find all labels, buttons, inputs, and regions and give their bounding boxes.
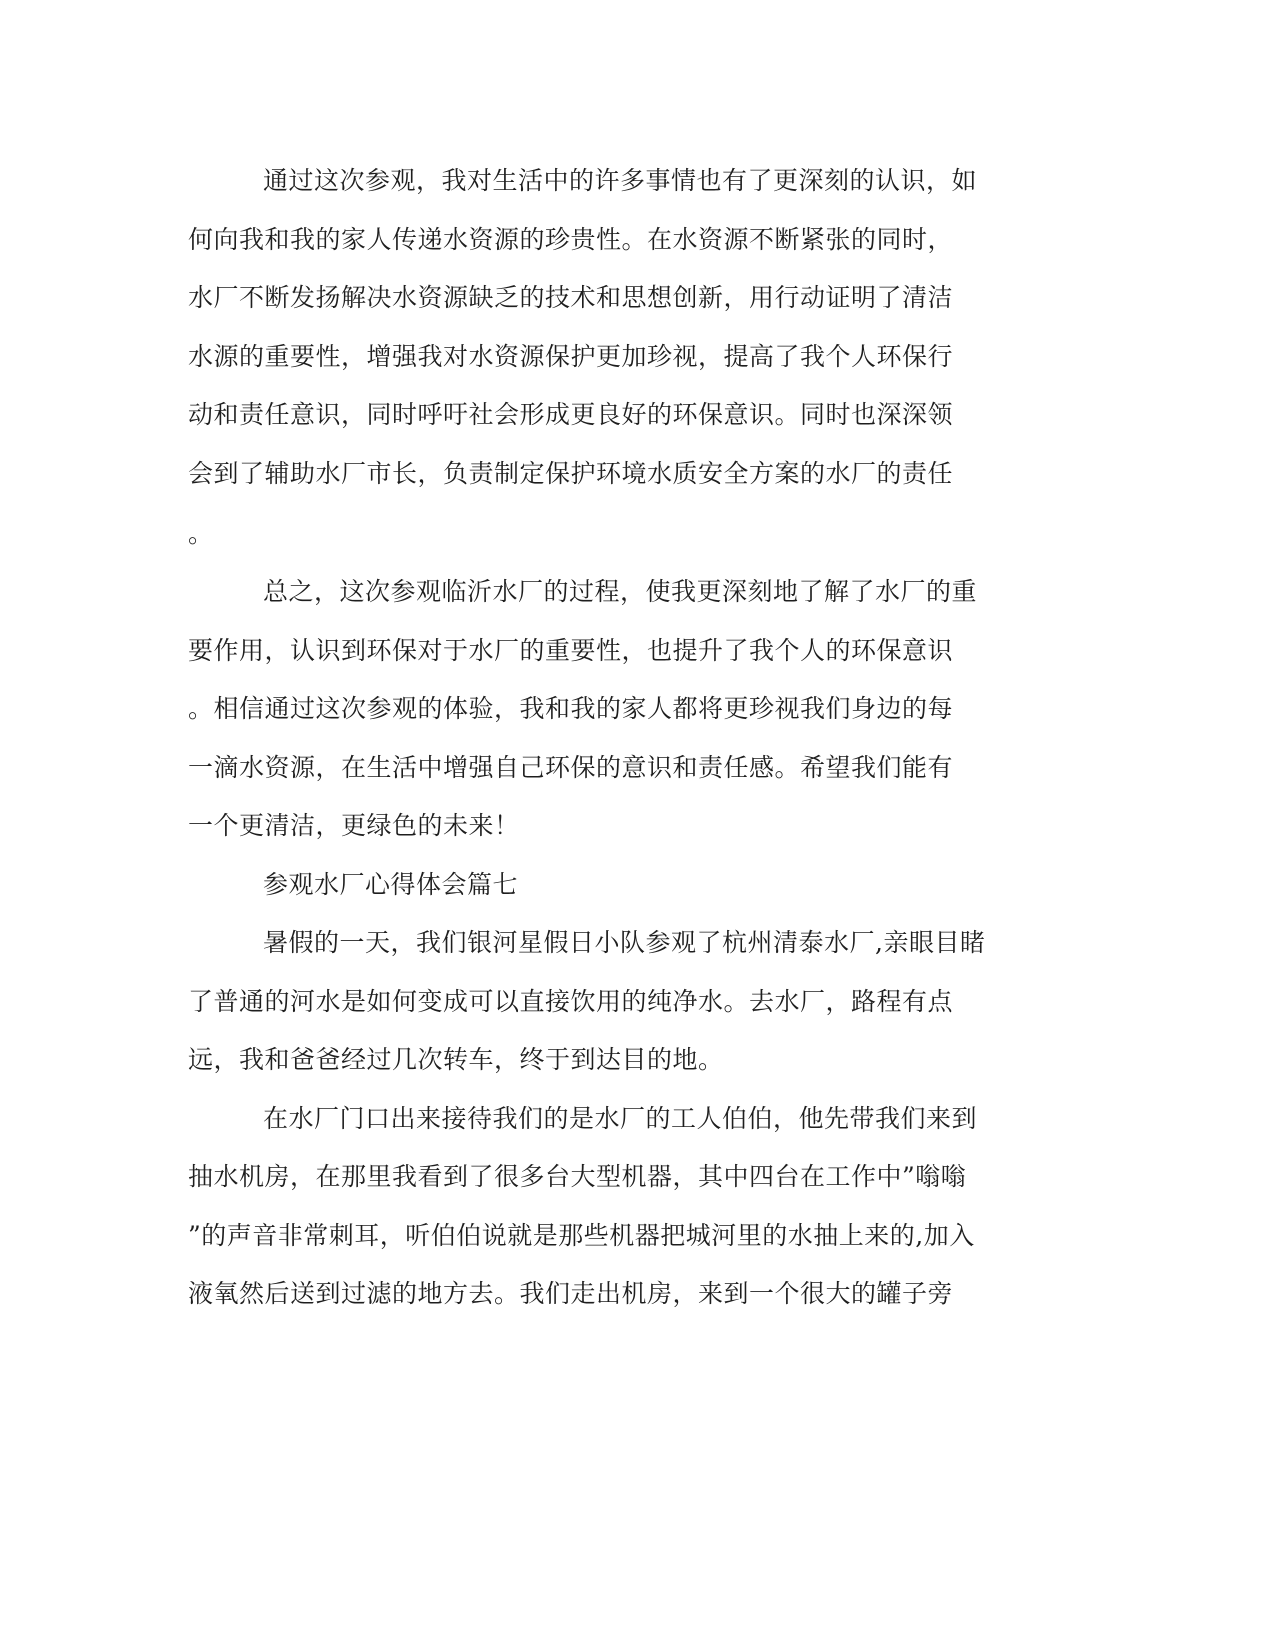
paragraph-line: 抽水机房，在那里我看到了很多台大型机器，其中四台在工作中”嗡嗡 [188,1162,967,1191]
paragraph-line: 通过这次参观，我对生活中的许多事情也有了更深刻的认识，如 [263,166,978,195]
paragraph-line: 何向我和我的家人传递水资源的珍贵性。在水资源不断紧张的同时， [188,225,954,254]
paragraph-line: 暑假的一天，我们银河星假日小队参观了杭州清泰水厂,亲眼目睹 [263,928,986,957]
paragraph-line: 液氧然后送到过滤的地方去。我们走出机房，来到一个很大的罐子旁 [188,1279,954,1308]
paragraph-line: 在水厂门口出来接待我们的是水厂的工人伯伯，他先带我们来到 [263,1104,978,1133]
paragraph-line: 要作用，认识到环保对于水厂的重要性，也提升了我个人的环保意识 [188,636,954,665]
paragraph-line: 会到了辅助水厂市长，负责制定保护环境水质安全方案的水厂的责任 [188,459,954,488]
paragraph-line: 水厂不断发扬解决水资源缺乏的技术和思想创新，用行动证明了清洁 [188,283,954,312]
section-heading: 参观水厂心得体会篇七 [263,870,519,899]
paragraph-line: 水源的重要性，增强我对水资源保护更加珍视，提高了我个人环保行 [188,342,954,371]
paragraph-line: 。 [188,519,214,548]
paragraph-line: 一个更清洁，更绿色的未来！ [188,811,520,840]
paragraph-line: 动和责任意识，同时呼吁社会形成更良好的环保意识。同时也深深领 [188,400,954,429]
paragraph-line: 了普通的河水是如何变成可以直接饮用的纯净水。去水厂，路程有点 [188,987,954,1016]
paragraph-line: 总之，这次参观临沂水厂的过程，使我更深刻地了解了水厂的重 [263,577,978,606]
paragraph-line: 远，我和爸爸经过几次转车，终于到达目的地。 [188,1045,724,1074]
paragraph-line: ”的声音非常刺耳，听伯伯说就是那些机器把城河里的水抽上来的,加入 [188,1221,975,1250]
paragraph-line: 一滴水资源，在生活中增强自己环保的意识和责任感。希望我们能有 [188,753,954,782]
paragraph-line: 。相信通过这次参观的体验，我和我的家人都将更珍视我们身边的每 [188,694,954,723]
